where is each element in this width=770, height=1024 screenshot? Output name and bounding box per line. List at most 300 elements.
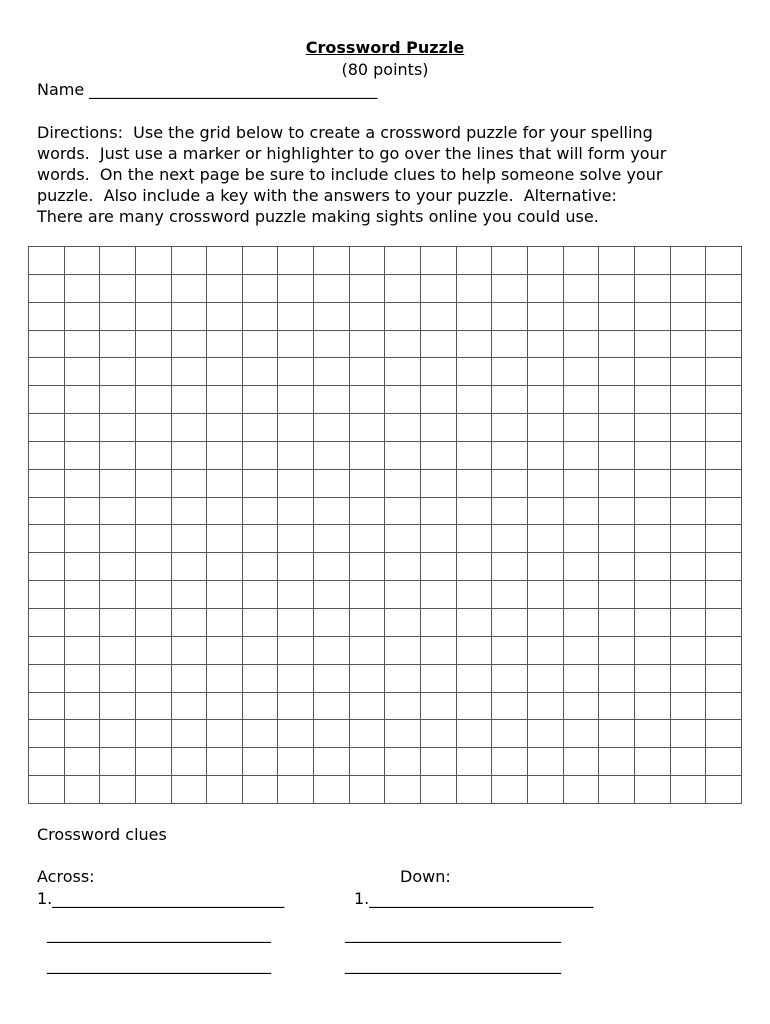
grid-cell xyxy=(100,636,136,664)
grid-cell xyxy=(242,330,278,358)
grid-cell xyxy=(314,776,350,804)
grid-cell xyxy=(527,748,563,776)
grid-cell xyxy=(135,720,171,748)
grid-cell xyxy=(100,748,136,776)
grid-cell xyxy=(670,330,706,358)
grid-cell xyxy=(634,469,670,497)
grid-cell xyxy=(385,441,421,469)
grid-cell xyxy=(385,302,421,330)
grid-cell xyxy=(599,441,635,469)
grid-cell xyxy=(492,692,528,720)
grid-cell xyxy=(456,247,492,275)
grid-cell xyxy=(527,608,563,636)
down-clue-blank: 1.____________________________ xyxy=(354,889,594,908)
grid-cell xyxy=(349,664,385,692)
grid-cell xyxy=(421,664,457,692)
grid-cell xyxy=(634,525,670,553)
grid-cell xyxy=(527,581,563,609)
grid-cell xyxy=(527,664,563,692)
grid-cell xyxy=(385,608,421,636)
grid-cell xyxy=(456,720,492,748)
grid-cell xyxy=(171,608,207,636)
grid-cell xyxy=(100,497,136,525)
grid-cell xyxy=(242,720,278,748)
grid-cell xyxy=(64,247,100,275)
grid-cell xyxy=(492,608,528,636)
grid-row xyxy=(29,692,742,720)
grid-cell xyxy=(100,692,136,720)
grid-row xyxy=(29,497,742,525)
grid-row xyxy=(29,414,742,442)
grid-cell xyxy=(385,776,421,804)
grid-cell xyxy=(385,274,421,302)
grid-cell xyxy=(100,274,136,302)
grid-cell xyxy=(29,608,65,636)
grid-cell xyxy=(599,330,635,358)
grid-cell xyxy=(349,608,385,636)
grid-cell xyxy=(599,581,635,609)
grid-cell xyxy=(385,553,421,581)
grid-cell xyxy=(527,302,563,330)
grid-cell xyxy=(599,692,635,720)
grid-cell xyxy=(242,386,278,414)
grid-cell xyxy=(242,748,278,776)
across-clue-blank: ____________________________ xyxy=(47,955,271,974)
grid-cell xyxy=(492,302,528,330)
grid-cell xyxy=(670,720,706,748)
grid-cell xyxy=(171,330,207,358)
grid-cell xyxy=(599,525,635,553)
grid-cell xyxy=(171,302,207,330)
grid-cell xyxy=(314,469,350,497)
grid-cell xyxy=(100,358,136,386)
grid-cell xyxy=(599,247,635,275)
across-clue-blank: ____________________________ xyxy=(47,924,271,943)
grid-cell xyxy=(349,776,385,804)
grid-cell xyxy=(492,497,528,525)
grid-cell xyxy=(456,748,492,776)
grid-cell xyxy=(64,414,100,442)
grid-cell xyxy=(242,664,278,692)
grid-cell xyxy=(171,247,207,275)
down-label: Down: xyxy=(400,867,451,886)
grid-cell xyxy=(314,581,350,609)
grid-cell xyxy=(242,302,278,330)
grid-cell xyxy=(563,748,599,776)
grid-cell xyxy=(242,553,278,581)
grid-cell xyxy=(349,247,385,275)
grid-cell xyxy=(29,720,65,748)
grid-cell xyxy=(706,748,742,776)
grid-cell xyxy=(634,497,670,525)
grid-cell xyxy=(314,358,350,386)
grid-cell xyxy=(29,636,65,664)
grid-cell xyxy=(314,330,350,358)
grid-cell xyxy=(64,386,100,414)
grid-cell xyxy=(349,358,385,386)
grid-cell xyxy=(314,441,350,469)
grid-cell xyxy=(242,274,278,302)
grid-cell xyxy=(563,414,599,442)
grid-cell xyxy=(64,525,100,553)
grid-cell xyxy=(349,469,385,497)
grid-row xyxy=(29,441,742,469)
grid-cell xyxy=(349,274,385,302)
points-subtitle: (80 points) xyxy=(341,60,429,79)
grid-cell xyxy=(456,497,492,525)
down-clue-blank: ___________________________ xyxy=(345,955,561,974)
grid-cell xyxy=(64,358,100,386)
grid-cell xyxy=(492,330,528,358)
grid-cell xyxy=(135,776,171,804)
grid-cell xyxy=(314,553,350,581)
grid-cell xyxy=(706,664,742,692)
grid-cell xyxy=(64,330,100,358)
grid-cell xyxy=(314,414,350,442)
grid-row xyxy=(29,358,742,386)
grid-cell xyxy=(706,274,742,302)
grid-cell xyxy=(314,274,350,302)
grid-cell xyxy=(599,553,635,581)
grid-cell xyxy=(29,247,65,275)
grid-cell xyxy=(278,720,314,748)
grid-cell xyxy=(599,302,635,330)
grid-cell xyxy=(349,414,385,442)
across-clue-blank: 1._____________________________ xyxy=(37,889,285,908)
grid-cell xyxy=(670,469,706,497)
grid-cell xyxy=(207,608,243,636)
grid-cell xyxy=(207,414,243,442)
grid-cell xyxy=(278,497,314,525)
grid-cell xyxy=(314,497,350,525)
grid-row xyxy=(29,386,742,414)
grid-cell xyxy=(171,776,207,804)
grid-cell xyxy=(634,636,670,664)
grid-cell xyxy=(456,302,492,330)
grid-cell xyxy=(706,581,742,609)
grid-cell xyxy=(29,469,65,497)
grid-row xyxy=(29,247,742,275)
grid-cell xyxy=(385,247,421,275)
grid-cell xyxy=(349,692,385,720)
grid-cell xyxy=(492,636,528,664)
grid-cell xyxy=(135,664,171,692)
grid-cell xyxy=(706,358,742,386)
grid-cell xyxy=(634,441,670,469)
grid-cell xyxy=(100,553,136,581)
grid-cell xyxy=(527,469,563,497)
grid-cell xyxy=(456,358,492,386)
grid-cell xyxy=(100,664,136,692)
grid-row xyxy=(29,553,742,581)
grid-cell xyxy=(527,636,563,664)
grid-cell xyxy=(64,302,100,330)
grid-cell xyxy=(492,441,528,469)
grid-cell xyxy=(599,776,635,804)
grid-cell xyxy=(670,386,706,414)
grid-cell xyxy=(634,664,670,692)
grid-row xyxy=(29,274,742,302)
grid-cell xyxy=(278,581,314,609)
grid-cell xyxy=(278,274,314,302)
grid-cell xyxy=(64,608,100,636)
grid-cell xyxy=(421,525,457,553)
grid-cell xyxy=(349,497,385,525)
grid-cell xyxy=(385,386,421,414)
grid-row xyxy=(29,302,742,330)
grid-cell xyxy=(456,414,492,442)
grid-cell xyxy=(349,386,385,414)
grid-cell xyxy=(670,414,706,442)
grid-cell xyxy=(563,441,599,469)
grid-cell xyxy=(670,581,706,609)
grid-cell xyxy=(706,776,742,804)
grid-cell xyxy=(599,748,635,776)
grid-cell xyxy=(29,330,65,358)
down-clue-blank: ___________________________ xyxy=(345,924,561,943)
grid-cell xyxy=(29,386,65,414)
grid-cell xyxy=(278,748,314,776)
grid-cell xyxy=(349,720,385,748)
grid-cell xyxy=(421,497,457,525)
grid-cell xyxy=(100,720,136,748)
grid-cell xyxy=(278,414,314,442)
grid-cell xyxy=(527,776,563,804)
grid-cell xyxy=(706,497,742,525)
grid-cell xyxy=(207,636,243,664)
grid-cell xyxy=(135,330,171,358)
grid-cell xyxy=(29,414,65,442)
grid-cell xyxy=(29,274,65,302)
grid-cell xyxy=(64,274,100,302)
grid-cell xyxy=(135,386,171,414)
grid-cell xyxy=(706,302,742,330)
crossword-grid xyxy=(28,246,742,804)
grid-cell xyxy=(527,441,563,469)
grid-cell xyxy=(135,414,171,442)
grid-cell xyxy=(242,469,278,497)
grid-cell xyxy=(207,748,243,776)
grid-cell xyxy=(634,748,670,776)
grid-cell xyxy=(421,636,457,664)
grid-row xyxy=(29,776,742,804)
grid-cell xyxy=(278,358,314,386)
grid-cell xyxy=(421,414,457,442)
grid-cell xyxy=(100,608,136,636)
grid-cell xyxy=(278,608,314,636)
grid-cell xyxy=(278,553,314,581)
grid-cell xyxy=(29,525,65,553)
grid-cell xyxy=(492,720,528,748)
grid-cell xyxy=(527,497,563,525)
grid-cell xyxy=(563,581,599,609)
page-title: Crossword Puzzle xyxy=(305,38,465,57)
grid-cell xyxy=(634,581,670,609)
directions-line: There are many crossword puzzle making sights online you could use. xyxy=(37,207,599,226)
grid-cell xyxy=(207,386,243,414)
grid-cell xyxy=(634,247,670,275)
grid-cell xyxy=(706,469,742,497)
grid-cell xyxy=(421,692,457,720)
grid-cell xyxy=(171,497,207,525)
grid-cell xyxy=(207,330,243,358)
grid-cell xyxy=(563,274,599,302)
grid-cell xyxy=(706,692,742,720)
grid-cell xyxy=(421,274,457,302)
grid-cell xyxy=(64,664,100,692)
grid-cell xyxy=(29,748,65,776)
grid-cell xyxy=(207,692,243,720)
grid-cell xyxy=(314,608,350,636)
across-label: Across: xyxy=(37,867,95,886)
grid-cell xyxy=(456,581,492,609)
grid-cell xyxy=(599,636,635,664)
grid-cell xyxy=(706,414,742,442)
grid-cell xyxy=(527,720,563,748)
grid-cell xyxy=(64,441,100,469)
grid-cell xyxy=(563,553,599,581)
directions-line: Directions: Use the grid below to create a crossword puzzle for your spelling xyxy=(37,123,653,142)
grid-cell xyxy=(634,274,670,302)
grid-cell xyxy=(456,553,492,581)
grid-cell xyxy=(64,581,100,609)
grid-cell xyxy=(135,469,171,497)
grid-cell xyxy=(385,748,421,776)
grid-cell xyxy=(314,247,350,275)
grid-cell xyxy=(599,720,635,748)
grid-cell xyxy=(314,302,350,330)
grid-cell xyxy=(456,330,492,358)
grid-cell xyxy=(706,441,742,469)
grid-cell xyxy=(599,358,635,386)
grid-cell xyxy=(456,386,492,414)
grid-cell xyxy=(421,386,457,414)
grid-cell xyxy=(64,497,100,525)
grid-cell xyxy=(171,469,207,497)
grid-cell xyxy=(670,664,706,692)
grid-cell xyxy=(385,358,421,386)
grid-cell xyxy=(421,330,457,358)
grid-cell xyxy=(492,748,528,776)
grid-cell xyxy=(242,525,278,553)
directions-line: words. Just use a marker or highlighter to go over the lines that will form your xyxy=(37,144,667,163)
grid-cell xyxy=(456,469,492,497)
grid-cell xyxy=(29,553,65,581)
grid-cell xyxy=(634,776,670,804)
grid-cell xyxy=(242,441,278,469)
name-field-line: Name ____________________________________ xyxy=(37,80,378,99)
grid-cell xyxy=(385,720,421,748)
grid-cell xyxy=(492,553,528,581)
grid-cell xyxy=(135,692,171,720)
grid-cell xyxy=(706,636,742,664)
grid-cell xyxy=(527,692,563,720)
grid-cell xyxy=(135,497,171,525)
grid-row xyxy=(29,720,742,748)
grid-cell xyxy=(385,636,421,664)
grid-cell xyxy=(634,720,670,748)
grid-cell xyxy=(670,302,706,330)
grid-cell xyxy=(563,692,599,720)
grid-cell xyxy=(527,414,563,442)
grid-cell xyxy=(456,274,492,302)
grid-cell xyxy=(634,302,670,330)
grid-cell xyxy=(385,330,421,358)
grid-cell xyxy=(421,748,457,776)
grid-cell xyxy=(456,636,492,664)
grid-cell xyxy=(171,358,207,386)
grid-cell xyxy=(456,664,492,692)
grid-cell xyxy=(314,692,350,720)
grid-cell xyxy=(563,358,599,386)
grid-row xyxy=(29,581,742,609)
clues-heading: Crossword clues xyxy=(37,825,167,844)
grid-cell xyxy=(135,274,171,302)
grid-cell xyxy=(421,776,457,804)
grid-row xyxy=(29,608,742,636)
grid-cell xyxy=(100,302,136,330)
grid-cell xyxy=(242,776,278,804)
grid-cell xyxy=(242,358,278,386)
grid-cell xyxy=(171,692,207,720)
grid-row xyxy=(29,748,742,776)
grid-cell xyxy=(563,776,599,804)
directions-line: words. On the next page be sure to include clues to help someone solve your xyxy=(37,165,663,184)
grid-cell xyxy=(314,748,350,776)
grid-cell xyxy=(64,748,100,776)
directions-paragraph xyxy=(37,122,747,227)
grid-cell xyxy=(242,608,278,636)
grid-cell xyxy=(314,636,350,664)
grid-cell xyxy=(599,497,635,525)
grid-cell xyxy=(349,302,385,330)
grid-cell xyxy=(527,386,563,414)
grid-cell xyxy=(278,330,314,358)
grid-cell xyxy=(527,247,563,275)
grid-cell xyxy=(456,776,492,804)
grid-cell xyxy=(314,386,350,414)
grid-cell xyxy=(64,636,100,664)
grid-cell xyxy=(278,776,314,804)
grid-cell xyxy=(634,330,670,358)
grid-cell xyxy=(492,581,528,609)
grid-cell xyxy=(634,553,670,581)
grid-cell xyxy=(29,776,65,804)
grid-cell xyxy=(492,414,528,442)
grid-cell xyxy=(670,358,706,386)
grid-cell xyxy=(599,469,635,497)
grid-cell xyxy=(349,330,385,358)
grid-cell xyxy=(421,581,457,609)
grid-row xyxy=(29,636,742,664)
grid-cell xyxy=(242,692,278,720)
grid-cell xyxy=(634,692,670,720)
grid-cell xyxy=(385,497,421,525)
grid-cell xyxy=(527,358,563,386)
grid-cell xyxy=(207,441,243,469)
grid-cell xyxy=(171,748,207,776)
grid-cell xyxy=(563,608,599,636)
grid-cell xyxy=(563,720,599,748)
grid-cell xyxy=(207,720,243,748)
grid-cell xyxy=(207,274,243,302)
grid-cell xyxy=(456,608,492,636)
grid-cell xyxy=(314,720,350,748)
grid-cell xyxy=(171,636,207,664)
grid-cell xyxy=(563,497,599,525)
grid-cell xyxy=(421,358,457,386)
grid-cell xyxy=(385,581,421,609)
